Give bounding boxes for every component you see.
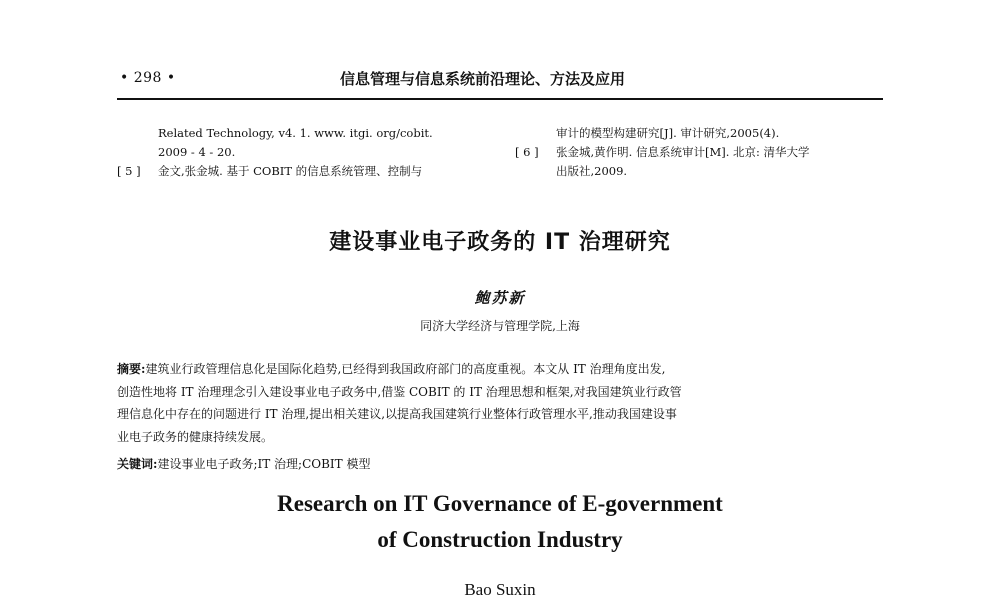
abstract-text: 业电子政务的健康持续发展。 bbox=[117, 429, 274, 444]
reference-text: Related Technology, v4. 1. www. itgi. org/cobit. bbox=[158, 126, 433, 140]
abstract-line bbox=[117, 358, 885, 381]
references-right-column bbox=[515, 124, 890, 181]
reference-line bbox=[117, 124, 507, 143]
abstract-text: 建筑业行政管理信息化是国际化趋势,已经得到我国政府部门的高度重视。本文从 IT 治理角度出发, bbox=[145, 362, 666, 376]
abstract-label: 摘要: bbox=[117, 362, 146, 376]
paper-title-english-line1: Research on IT Governance of E-government bbox=[277, 491, 723, 516]
header-rule bbox=[117, 98, 883, 100]
reference-line bbox=[515, 162, 890, 181]
reference-line bbox=[515, 124, 890, 143]
reference-number: [ 5 ] bbox=[117, 164, 141, 178]
abstract-text: 理信息化中存在的问题进行 IT 治理,提出相关建议,以提高我国建筑行业整体行政管理水平,推动我国建设事 bbox=[117, 407, 677, 421]
author-name-chinese: 鲍苏新 bbox=[474, 289, 526, 307]
abstract-line bbox=[117, 403, 885, 426]
keywords-line bbox=[117, 455, 885, 472]
reference-line bbox=[515, 143, 890, 162]
reference-text: 张金城,黄作明. 信息系统审计[M]. 北京: 清华大学 bbox=[556, 145, 810, 159]
reference-line bbox=[117, 162, 507, 181]
reference-text: 2009 - 4 - 20. bbox=[158, 145, 236, 159]
abstract-block bbox=[117, 358, 885, 448]
abstract-line bbox=[117, 426, 885, 449]
reference-number: [ 6 ] bbox=[515, 145, 539, 159]
page-number: • 298 • bbox=[120, 70, 176, 86]
references-left-column bbox=[117, 124, 507, 181]
running-header-title: 信息管理与信息系统前沿理论、方法及应用 bbox=[340, 70, 626, 88]
abstract-text: 创造性地将 IT 治理理念引入建设事业电子政务中,借鉴 COBIT 的 IT 治理思想和框架,对我国建筑业行政管 bbox=[117, 384, 682, 399]
abstract-line bbox=[117, 381, 885, 404]
keywords-text: 建设事业电子政务;IT 治理;COBIT 模型 bbox=[157, 457, 371, 471]
paper-title-english-line2: of Construction Industry bbox=[377, 527, 623, 552]
reference-line bbox=[117, 143, 507, 162]
paper-title-chinese: 建设事业电子政务的 IT 治理研究 bbox=[329, 230, 671, 255]
keywords-label: 关键词: bbox=[117, 457, 158, 471]
reference-text: 出版社,2009. bbox=[556, 164, 628, 178]
paper-title-english bbox=[0, 486, 1000, 558]
reference-text: 金文,张金城. 基于 COBIT 的信息系统管理、控制与 bbox=[158, 164, 423, 178]
author-name-english: Bao Suxin bbox=[464, 580, 536, 599]
affiliation-chinese: 同济大学经济与管理学院,上海 bbox=[420, 319, 580, 333]
reference-text: 审计的模型构建研究[J]. 审计研究,2005(4). bbox=[556, 126, 780, 140]
